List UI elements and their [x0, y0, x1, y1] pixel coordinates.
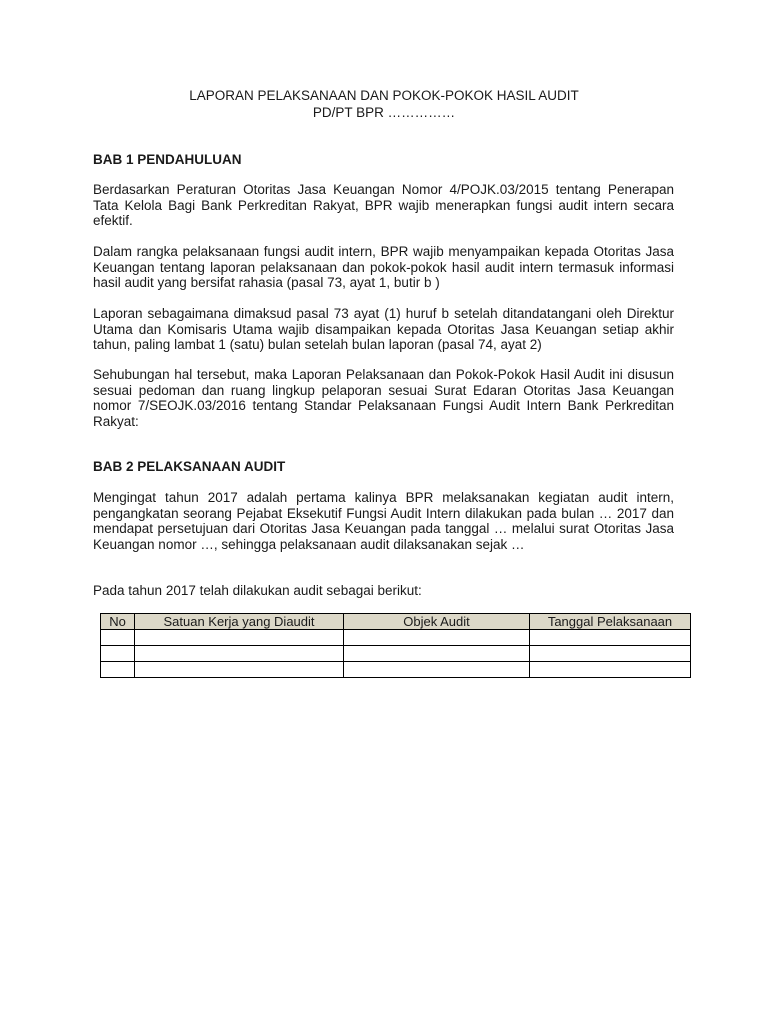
bab2-paragraph: [93, 490, 674, 552]
paragraph-text: Laporan sebagaimana dimaksud pasal 73 ayat (1) huruf b setelah ditandatangani oleh Direktur Utama dan Komisaris Utama wajib disampaikan kepada Otoritas Jasa Keuangan setiap akhir tahun, paling lambat 1 (satu) bulan setelah bulan laporan (pasal 74, ayat 2): [93, 306, 674, 353]
table-cell: [344, 646, 530, 662]
paragraph-text: Sehubungan hal tersebut, maka Laporan Pelaksanaan dan Pokok-Pokok Hasil Audit ini disusun sesuai pedoman dan ruang lingkup pelaporan sesuai Surat Edaran Otoritas Jasa Keuangan nomor 7/SEOJK.03/2016 tentang Standar Pelaksanaan Fungsi Audit Intern Bank Perkreditan Rakyat:: [93, 367, 674, 429]
col-header-tanggal: Tanggal Pelaksanaan: [530, 614, 691, 630]
col-header-objek-audit: Objek Audit: [344, 614, 530, 630]
table-cell: [101, 662, 135, 678]
table-row: [101, 646, 691, 662]
table-cell: [101, 630, 135, 646]
table-cell: [344, 662, 530, 678]
table-cell: [530, 646, 691, 662]
table-row: [101, 630, 691, 646]
audit-table: [100, 613, 691, 678]
paragraph-text: Mengingat tahun 2017 adalah pertama kalinya BPR melaksanakan kegiatan audit intern, pengangkatan seorang Pejabat Eksekutif Fungsi Audit Intern dilakukan pada bulan … 2017 dan mendapat persetujuan dari Otoritas Jasa Keuangan pada tanggal … melalui surat Otoritas Jasa Keuangan nomor …, sehingga pelaksanaan audit dilaksanakan sejak …: [93, 490, 674, 552]
table-cell: [101, 646, 135, 662]
col-header-satuan-kerja: Satuan Kerja yang Diaudit: [135, 614, 344, 630]
bab1-paragraph-2: [93, 244, 674, 291]
paragraph-text: Berdasarkan Peraturan Otoritas Jasa Keuangan Nomor 4/POJK.03/2015 tentang Penerapan Tata Kelola Bagi Bank Perkreditan Rakyat, BPR wajib menerapkan fungsi audit intern secara efektif.: [93, 182, 674, 229]
title-line-1: LAPORAN PELAKSANAAN DAN POKOK-POKOK HASIL AUDIT: [189, 88, 579, 103]
table-intro: Pada tahun 2017 telah dilakukan audit sebagai berikut:: [93, 583, 422, 598]
bab1-heading: BAB 1 PENDAHULUAN: [93, 152, 242, 167]
table-cell: [135, 630, 344, 646]
table-header-row: [101, 614, 691, 630]
title-line-2: PD/PT BPR ……………: [312, 105, 456, 120]
table-cell: [530, 662, 691, 678]
bab1-paragraph-3: [93, 306, 674, 353]
bab2-heading: BAB 2 PELAKSANAAN AUDIT: [93, 459, 286, 474]
table-cell: [530, 630, 691, 646]
col-header-no: No: [101, 614, 135, 630]
table-cell: [135, 646, 344, 662]
paragraph-text: Dalam rangka pelaksanaan fungsi audit intern, BPR wajib menyampaikan kepada Otoritas Jasa Keuangan tentang laporan pelaksanaan dan pokok-pokok hasil audit intern termasuk informasi hasil audit yang bersifat rahasia (pasal 73, ayat 1, butir b ): [93, 244, 674, 291]
table-row: [101, 662, 691, 678]
table-cell: [135, 662, 344, 678]
table-cell: [344, 630, 530, 646]
document-title: [0, 87, 768, 121]
bab1-paragraph-1: [93, 182, 674, 229]
bab1-paragraph-4: [93, 367, 674, 429]
